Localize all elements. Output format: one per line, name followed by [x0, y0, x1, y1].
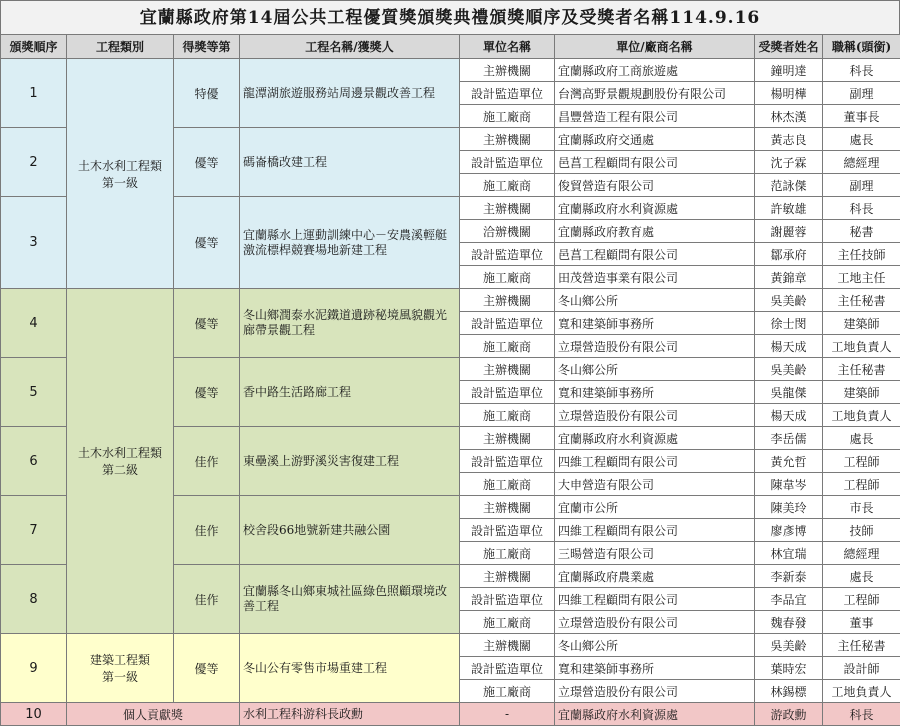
award-order: 7 — [1, 496, 67, 565]
unit-role: 設計監造單位 — [460, 588, 555, 611]
unit-role: 施工廠商 — [460, 266, 555, 289]
awardee-name: 李岳儒 — [755, 427, 823, 450]
awardee-name: 鐘明達 — [755, 59, 823, 82]
page-title: 宜蘭縣政府第14屆公共工程優質獎頒獎典禮頒獎順序及受獎者名稱114.9.16 — [0, 0, 900, 34]
awardee-name: 許敏雄 — [755, 197, 823, 220]
unit-org: 冬山鄉公所 — [555, 289, 755, 312]
award-order: 5 — [1, 358, 67, 427]
awardee-title: 副理 — [823, 82, 900, 105]
awardee-name: 鄒承府 — [755, 243, 823, 266]
awardee-name: 楊天成 — [755, 335, 823, 358]
unit-org: 四維工程顧問有限公司 — [555, 588, 755, 611]
award-order: 3 — [1, 197, 67, 289]
unit-org: 三暘營造有限公司 — [555, 542, 755, 565]
award-order: 2 — [1, 128, 67, 197]
award-order: 1 — [1, 59, 67, 128]
project-name: 水利工程科游科長政勳 — [240, 703, 460, 726]
unit-role: 施工廠商 — [460, 404, 555, 427]
awardee-name: 林杰漢 — [755, 105, 823, 128]
unit-role: 主辦機關 — [460, 634, 555, 657]
unit-org: 宜蘭市公所 — [555, 496, 755, 519]
header-org: 單位/廠商名稱 — [555, 35, 755, 59]
unit-org: 宜蘭縣政府水利資源處 — [555, 197, 755, 220]
unit-role: 施工廠商 — [460, 542, 555, 565]
unit-role: 主辦機關 — [460, 427, 555, 450]
awardee-title: 技師 — [823, 519, 900, 542]
awardee-title: 工程師 — [823, 588, 900, 611]
awardee-title: 總經理 — [823, 151, 900, 174]
header-project: 工程名稱/獲獎人 — [240, 35, 460, 59]
unit-org: 四維工程顧問有限公司 — [555, 519, 755, 542]
award-category: 建築工程類 第一級 — [67, 634, 174, 703]
awardee-name: 葉時宏 — [755, 657, 823, 680]
award-grade: 佳作 — [174, 565, 240, 634]
header-row — [1, 35, 900, 59]
awardee-name: 陳韋岑 — [755, 473, 823, 496]
unit-role: 設計監造單位 — [460, 657, 555, 680]
unit-org: 宜蘭縣政府教育處 — [555, 220, 755, 243]
unit-role: 施工廠商 — [460, 335, 555, 358]
unit-org: 邑菖工程顧問有限公司 — [555, 151, 755, 174]
unit-org: 寬和建築師事務所 — [555, 381, 755, 404]
awardee-name: 林宜瑞 — [755, 542, 823, 565]
project-name: 龍潭湖旅遊服務站周邊景觀改善工程 — [240, 59, 460, 128]
awardee-title: 設計師 — [823, 657, 900, 680]
unit-role: 主辦機關 — [460, 59, 555, 82]
awardee-title: 科長 — [823, 197, 900, 220]
unit-role: 設計監造單位 — [460, 381, 555, 404]
awardee-name: 黃志良 — [755, 128, 823, 151]
award-grade: 優等 — [174, 128, 240, 197]
header-grade: 得獎等第 — [174, 35, 240, 59]
unit-org: 台灣高野景觀規劃股份有限公司 — [555, 82, 755, 105]
award-order: 10 — [1, 703, 67, 726]
award-grade: 優等 — [174, 634, 240, 703]
unit-role: 洽辦機關 — [460, 220, 555, 243]
awardee-title: 市長 — [823, 496, 900, 519]
awardee-title: 建築師 — [823, 381, 900, 404]
awardee-title: 主任秘書 — [823, 634, 900, 657]
project-name: 冬山公有零售市場重建工程 — [240, 634, 460, 703]
unit-org: 邑菖工程顧問有限公司 — [555, 243, 755, 266]
project-name: 冬山鄉潤泰水泥鐵道遺跡秘境風貌觀光廊帶景觀工程 — [240, 289, 460, 358]
unit-org: 立璟營造股份有限公司 — [555, 680, 755, 703]
unit-role: 施工廠商 — [460, 174, 555, 197]
awardee-name: 楊明樺 — [755, 82, 823, 105]
header-role: 單位名稱 — [460, 35, 555, 59]
table-row — [1, 289, 900, 312]
project-name: 校舍段66地號新建共融公園 — [240, 496, 460, 565]
awardee-name: 游政勳 — [755, 703, 823, 726]
awardee-name: 沈子霖 — [755, 151, 823, 174]
unit-org: 大申營造有限公司 — [555, 473, 755, 496]
table-row — [1, 634, 900, 657]
awardee-title: 工地負責人 — [823, 335, 900, 358]
project-name: 碼崙橋改建工程 — [240, 128, 460, 197]
unit-org: 宜蘭縣政府水利資源處 — [555, 427, 755, 450]
award-grade: 優等 — [174, 289, 240, 358]
unit-role: 設計監造單位 — [460, 312, 555, 335]
unit-org: 立璟營造股份有限公司 — [555, 611, 755, 634]
unit-org: 宜蘭縣政府交通處 — [555, 128, 755, 151]
unit-role: 主辦機關 — [460, 358, 555, 381]
award-grade: 佳作 — [174, 427, 240, 496]
awardee-name: 謝麗蓉 — [755, 220, 823, 243]
awardee-name: 李品宜 — [755, 588, 823, 611]
award-category: 土木水利工程類 第一級 — [67, 59, 174, 289]
awardee-name: 吳龍傑 — [755, 381, 823, 404]
unit-role: 主辦機關 — [460, 565, 555, 588]
unit-org: 宜蘭縣政府工商旅遊處 — [555, 59, 755, 82]
unit-role: 設計監造單位 — [460, 450, 555, 473]
award-order: 9 — [1, 634, 67, 703]
unit-role: 主辦機關 — [460, 128, 555, 151]
project-name: 東壘溪上游野溪災害復建工程 — [240, 427, 460, 496]
awardee-title: 建築師 — [823, 312, 900, 335]
individual-row — [1, 703, 900, 726]
unit-org: 立璟營造股份有限公司 — [555, 335, 755, 358]
awardee-title: 副理 — [823, 174, 900, 197]
awardee-title: 董事長 — [823, 105, 900, 128]
unit-role: 主辦機關 — [460, 289, 555, 312]
award-order: 8 — [1, 565, 67, 634]
award-grade: 佳作 — [174, 496, 240, 565]
award-category: 土木水利工程類 第二級 — [67, 289, 174, 634]
unit-org: 冬山鄉公所 — [555, 634, 755, 657]
unit-org: 四維工程顧問有限公司 — [555, 450, 755, 473]
awardee-name: 林錫標 — [755, 680, 823, 703]
unit-org: 立璟營造股份有限公司 — [555, 404, 755, 427]
project-name: 香中路生活路廊工程 — [240, 358, 460, 427]
awardee-title: 科長 — [823, 59, 900, 82]
awardee-name: 李新泰 — [755, 565, 823, 588]
unit-org: 昌豐營造工程有限公司 — [555, 105, 755, 128]
unit-org: 宜蘭縣政府水利資源處 — [555, 703, 755, 726]
unit-org: 冬山鄉公所 — [555, 358, 755, 381]
awardee-title: 工程師 — [823, 450, 900, 473]
awardee-name: 范詠傑 — [755, 174, 823, 197]
awardee-title: 主任技師 — [823, 243, 900, 266]
award-table — [0, 34, 900, 726]
header-order: 頒獎順序 — [1, 35, 67, 59]
awardee-title: 董事 — [823, 611, 900, 634]
unit-org: 寬和建築師事務所 — [555, 657, 755, 680]
awardee-title: 處長 — [823, 128, 900, 151]
unit-org: 宜蘭縣政府農業處 — [555, 565, 755, 588]
header-category: 工程類別 — [67, 35, 174, 59]
header-person: 受獎者姓名 — [755, 35, 823, 59]
unit-role: 設計監造單位 — [460, 243, 555, 266]
awardee-name: 魏春發 — [755, 611, 823, 634]
awardee-name: 黃允哲 — [755, 450, 823, 473]
awardee-name: 陳美玲 — [755, 496, 823, 519]
award-order: 6 — [1, 427, 67, 496]
awardee-name: 楊天成 — [755, 404, 823, 427]
awardee-name: 廖彥博 — [755, 519, 823, 542]
unit-role: 主辦機關 — [460, 197, 555, 220]
unit-org: 田茂營造事業有限公司 — [555, 266, 755, 289]
awardee-name: 吳美齡 — [755, 289, 823, 312]
awardee-name: 吳美齡 — [755, 358, 823, 381]
awardee-name: 黃錦章 — [755, 266, 823, 289]
award-grade: 優等 — [174, 358, 240, 427]
unit-role: 主辦機關 — [460, 496, 555, 519]
awardee-title: 工地負責人 — [823, 404, 900, 427]
unit-role: - — [460, 703, 555, 726]
unit-org: 俊貿營造有限公司 — [555, 174, 755, 197]
unit-role: 施工廠商 — [460, 680, 555, 703]
award-category: 個人貢獻獎 — [67, 703, 240, 726]
awardee-title: 處長 — [823, 565, 900, 588]
award-grade: 特優 — [174, 59, 240, 128]
awardee-title: 主任秘書 — [823, 289, 900, 312]
awardee-title: 處長 — [823, 427, 900, 450]
award-order: 4 — [1, 289, 67, 358]
awardee-title: 主任秘書 — [823, 358, 900, 381]
awardee-title: 科長 — [823, 703, 900, 726]
awardee-name: 徐士閔 — [755, 312, 823, 335]
header-title: 職稱(頭銜) — [823, 35, 900, 59]
project-name: 宜蘭縣水上運動訓練中心－安農溪輕艇激流標桿競賽場地新建工程 — [240, 197, 460, 289]
awardee-title: 工地主任 — [823, 266, 900, 289]
awardee-title: 總經理 — [823, 542, 900, 565]
table-row — [1, 59, 900, 82]
unit-role: 設計監造單位 — [460, 519, 555, 542]
project-name: 宜蘭縣冬山鄉東城社區綠色照顧環境改善工程 — [240, 565, 460, 634]
unit-role: 設計監造單位 — [460, 82, 555, 105]
unit-org: 寬和建築師事務所 — [555, 312, 755, 335]
awardee-name: 吳美齡 — [755, 634, 823, 657]
award-rows — [1, 59, 900, 726]
awardee-title: 工程師 — [823, 473, 900, 496]
award-grade: 優等 — [174, 197, 240, 289]
unit-role: 施工廠商 — [460, 105, 555, 128]
unit-role: 施工廠商 — [460, 473, 555, 496]
awardee-title: 工地負責人 — [823, 680, 900, 703]
unit-role: 施工廠商 — [460, 611, 555, 634]
unit-role: 設計監造單位 — [460, 151, 555, 174]
awardee-title: 秘書 — [823, 220, 900, 243]
